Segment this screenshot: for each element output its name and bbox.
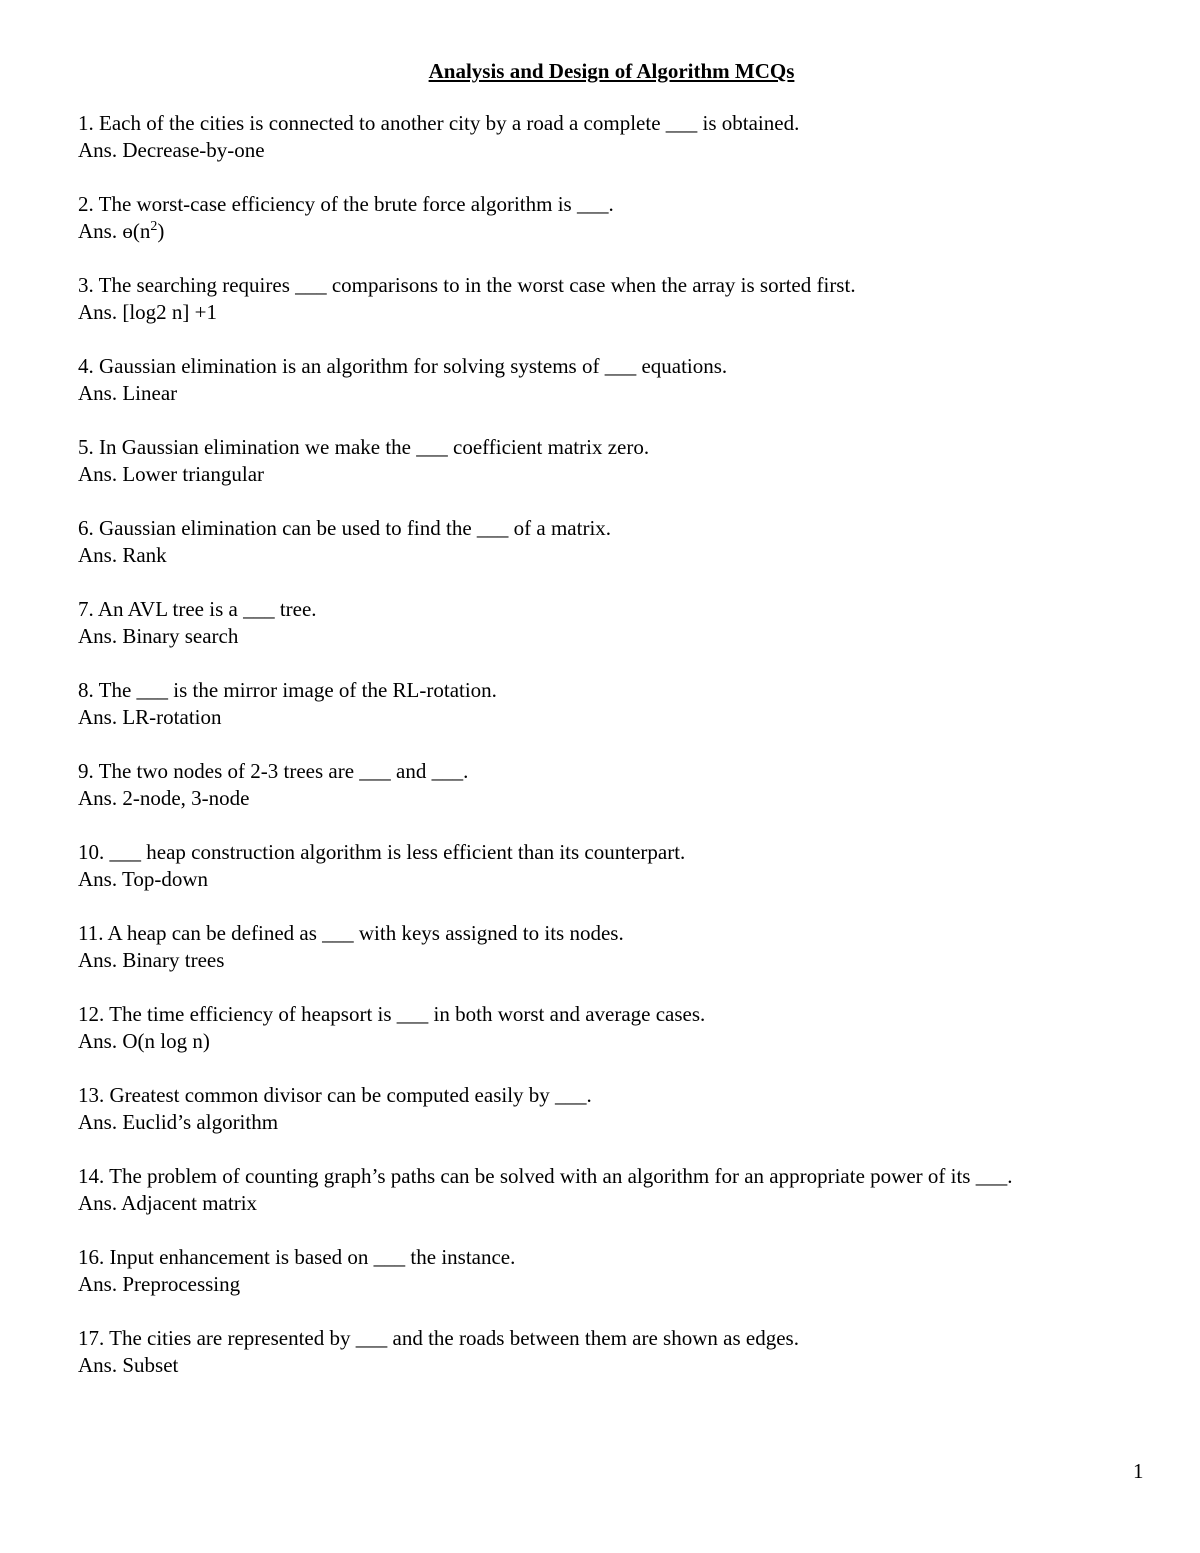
question-item: [78, 353, 1188, 434]
question-text: 2. The worst-case efficiency of the brute force algorithm is ___.: [78, 192, 614, 216]
answer-text: Ans. Linear: [78, 381, 178, 405]
answer-text: Ans. Subset: [78, 1353, 179, 1377]
question-item: [78, 596, 1188, 677]
answer-text: Ans. 2-node, 3-node: [78, 786, 250, 810]
answer-text: Ans. O(n log n): [78, 1029, 210, 1053]
answer-text: Ans. Binary search: [78, 624, 239, 648]
answer-text: Ans. Binary trees: [78, 948, 225, 972]
question-text: 6. Gaussian elimination can be used to find the ___ of a matrix.: [78, 516, 612, 540]
question-item: [78, 1244, 1188, 1325]
question-item: [78, 839, 1188, 920]
question-item: [78, 191, 1188, 272]
question-item: [78, 110, 1188, 191]
answer-exponent: 2: [150, 219, 158, 234]
answer-text: Ans. [log2 n] +1: [78, 300, 218, 324]
answer-formula-close: ): [157, 219, 165, 243]
answer-text: Ans. Lower triangular: [78, 462, 265, 486]
question-item: [78, 1001, 1188, 1082]
question-item: [78, 515, 1188, 596]
question-list: [78, 110, 1188, 1406]
answer-text: Ans. Adjacent matrix: [78, 1191, 258, 1215]
page-title: Analysis and Design of Algorithm MCQs: [428, 59, 795, 83]
answer-text: Ans. Euclid’s algorithm: [78, 1110, 279, 1134]
question-item: [78, 1082, 1188, 1163]
page-number: 1: [1133, 1459, 1144, 1483]
answer-text: Ans. LR-rotation: [78, 705, 222, 729]
question-item: [78, 434, 1188, 515]
question-text: 3. The searching requires ___ comparisons to in the worst case when the array is sorted first.: [78, 273, 856, 297]
answer-text: Ans. Decrease-by-one: [78, 138, 265, 162]
answer-text: Ans. Rank: [78, 543, 167, 567]
question-text: 11. A heap can be defined as ___ with keys assigned to its nodes.: [78, 921, 624, 945]
answer-text: Ans. Top-down: [78, 867, 208, 891]
question-text: 4. Gaussian elimination is an algorithm for solving systems of ___ equations.: [78, 354, 728, 378]
question-text: 5. In Gaussian elimination we make the ___ coefficient matrix zero.: [78, 435, 650, 459]
question-text: 12. The time efficiency of heapsort is ___ in both worst and average cases.: [78, 1002, 706, 1026]
question-text: 9. The two nodes of 2-3 trees are ___ and ___.: [78, 759, 469, 783]
question-text: 7. An AVL tree is a ___ tree.: [78, 597, 317, 621]
answer-prefix: Ans.: [78, 219, 123, 243]
question-item: [78, 677, 1188, 758]
question-text: 14. The problem of counting graph’s paths can be solved with an algorithm for an appropriate power of its ___.: [78, 1164, 1013, 1188]
question-text: 13. Greatest common divisor can be computed easily by ___.: [78, 1083, 592, 1107]
question-item: [78, 758, 1188, 839]
question-item: [78, 272, 1188, 353]
question-item: [78, 1163, 1188, 1244]
question-item: [78, 920, 1188, 1001]
question-text: 17. The cities are represented by ___ and the roads between them are shown as edges.: [78, 1326, 799, 1350]
answer-text: [78, 218, 1188, 245]
answer-text: Ans. Preprocessing: [78, 1272, 241, 1296]
answer-formula: ɵ(n: [122, 219, 151, 243]
question-item: [78, 1325, 1188, 1406]
question-text: 1. Each of the cities is connected to another city by a road a complete ___ is obtained.: [78, 111, 800, 135]
question-text: 10. ___ heap construction algorithm is less efficient than its counterpart.: [78, 840, 686, 864]
question-text: 8. The ___ is the mirror image of the RL-rotation.: [78, 678, 497, 702]
question-text: 16. Input enhancement is based on ___ the instance.: [78, 1245, 516, 1269]
